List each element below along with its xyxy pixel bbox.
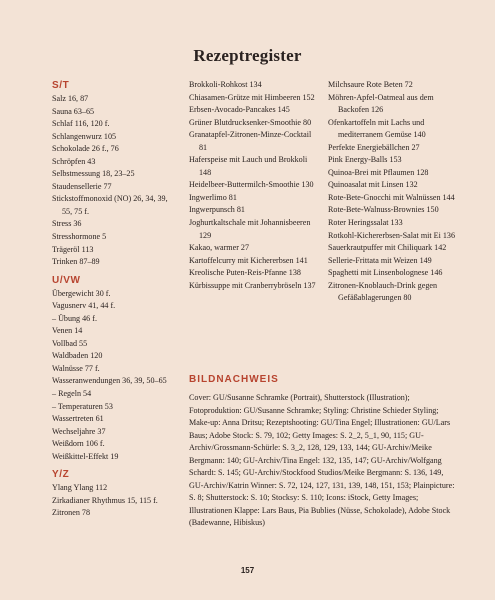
recipe-entry: Perfekte Energiebällchen 27 — [328, 142, 420, 152]
index-entry: Sauna 63–65 — [52, 106, 95, 116]
index-entry: Stickstoffmonoxid (NO) 26, 34, 39, 55, 75 f. — [52, 194, 168, 216]
recipe-column-2 — [328, 79, 458, 305]
recipe-entry: Zitronen-Knoblauch-Drink gegen Gefäßablagerungen 80 — [328, 280, 438, 303]
recipe-entry: Kreolische Puten-Reis-Pfanne 138 — [189, 268, 301, 278]
recipe-entry: Chiasamen-Grütze mit Himbeeren 152 — [189, 92, 315, 102]
index-entry: Stress 36 — [52, 219, 82, 229]
recipe-entry: Ingwerlimo 81 — [189, 192, 237, 202]
recipe-entry: Spaghetti mit Linsenbolognese 146 — [328, 268, 443, 278]
index-entry: Schröpfen 43 — [52, 156, 96, 166]
index-entry: Venen 14 — [52, 326, 83, 336]
index-entry: Vollbad 55 — [52, 338, 88, 348]
index-entry: – Übung 46 f. — [52, 313, 97, 323]
recipe-entry: Joghurtkaltschale mit Johannisbeeren 129 — [189, 218, 311, 240]
index-entry: – Regeln 54 — [52, 389, 92, 399]
index-entry: Selbstmessung 18, 23–25 — [52, 169, 135, 179]
index-entry: Wassertreten 61 — [52, 414, 104, 424]
index-entry: Trägeröl 113 — [52, 244, 94, 254]
recipe-entry: Roter Heringssalat 133 — [328, 218, 403, 228]
recipe-entry: Erbsen-Avocado-Pancakes 145 — [189, 105, 290, 115]
index-entry: Übergewicht 30 f. — [52, 288, 111, 298]
recipe-column-1 — [189, 79, 319, 292]
index-entry: Walnüsse 77 f. — [52, 363, 100, 373]
index-entry: Schlaf 116, 120 f. — [52, 119, 110, 129]
recipe-entry: Möhren-Apfel-Oatmeal aus dem Backofen 126 — [328, 92, 434, 115]
index-entry: Wechseljahre 37 — [52, 426, 106, 436]
recipe-entry: Ingwerpunsch 81 — [189, 205, 245, 215]
recipe-entry: Ofenkartoffeln mit Lachs und mediterranem Gemüse 140 — [328, 117, 426, 140]
credits-heading: BILDNACHWEIS — [189, 374, 279, 385]
recipe-entry: Brokkoli-Rohkost 134 — [189, 80, 262, 89]
recipe-entry: Grüner Blutdrucksenker-Smoothie 80 — [189, 117, 312, 127]
recipe-entry: Quinoasalat mit Linsen 132 — [328, 180, 418, 190]
recipe-entry: Rote-Bete-Walnuss-Brownies 150 — [328, 205, 439, 215]
recipe-entry: Sauerkrautpuffer mit Chiliquark 142 — [328, 243, 447, 253]
index-entry: Zirkadianer Rhythmus 15, 115 f. — [52, 495, 158, 505]
recipe-entry: Sellerie-Frittata mit Weizen 149 — [328, 255, 432, 265]
recipe-entry: Milchsaure Rote Beten 72 — [328, 80, 413, 89]
index-entry: Wasseranwendungen 36, 39, 50–65 — [52, 376, 167, 386]
recipe-entry: Rote-Bete-Gnocchi mit Walnüssen 144 — [328, 192, 455, 202]
page-title: Rezeptregister — [193, 46, 302, 65]
image-credits — [189, 361, 459, 530]
index-column-1 — [52, 79, 174, 520]
index-entry: Zitronen 78 — [52, 508, 90, 518]
section-heading: Y/Z — [52, 469, 70, 481]
index-entry: Weißkittel-Effekt 19 — [52, 451, 119, 461]
index-entry: – Temperaturen 53 — [52, 401, 113, 411]
recipe-entry: Kürbissuppe mit Cranberrybröseln 137 — [189, 280, 316, 290]
index-entry: Staudensellerie 77 — [52, 181, 112, 191]
index-entry: Schokolade 26 f., 76 — [52, 144, 119, 154]
index-entry: Weißdorn 106 f. — [52, 439, 105, 449]
recipe-entry: Kakao, warmer 27 — [189, 243, 250, 253]
index-entry: Salz 16, 87 — [52, 94, 89, 103]
recipe-entry: Heidelbeer-Buttermilch-Smoothie 130 — [189, 180, 314, 190]
index-entry: Trinken 87–89 — [52, 257, 100, 267]
index-entry: Vagusnerv 41, 44 f. — [52, 301, 116, 311]
index-entry: Schlangenwurz 105 — [52, 131, 117, 141]
recipe-entry: Pink Energy-Balls 153 — [328, 155, 402, 165]
page-number: 157 — [240, 566, 255, 575]
section-heading: U/VW — [52, 274, 81, 286]
index-entry: Ylang Ylang 112 — [52, 483, 108, 493]
index-entry: Stresshormone 5 — [52, 232, 107, 242]
recipe-entry: Haferspeise mit Lauch und Brokkoli 148 — [189, 155, 308, 177]
credits-text: Cover: GU/Susanne Schramke (Portrait), Shutterstock (Illustration); Fotoproduktion: GU/Susanne Schramke; Styling: Christine Schieder Styling; Make-up: Anna Dritsu; Rezeptshooting: GU/Tina Engel; Illustrationen: GU/Lars Baus; Adobe Stock: S. 79, 102; Getty Images: S. 2_2, 5_1, 90, 115; GU-Archiv/Grossmann-Schürle: S. 3_2, 128, 129, 133, 144; GU-Archiv/Meike Bergmann: 140; GU-Archiv/Tina Engel: 132, 135, 147; GU-Archiv/Wolfgang Schardt: S. 145; GU-Archiv/Stockfood Studios/Meike Bergmann: S. 136, 149, GU-Archiv/Katrin Winner: S. 72, 124, 127, 131, 139, 148, 151, 153; Plainpicture: S. 8; Shutterstock: S. 10; Stocksy: S. 110; Icons: iStock, Getty Images; Illustrationen Klappe: Lars Baus, Pia Bublies (Nüsse, Schokolade), Adobe Stock (Badewanne, Hibiskus) — [189, 393, 455, 528]
recipe-entry: Quinoa-Brei mit Pflaumen 128 — [328, 167, 429, 177]
recipe-entry: Rotkohl-Kichererbsen-Salat mit Ei 136 — [328, 230, 455, 240]
recipe-entry: Granatapfel-Zitronen-Minze-Cocktail 81 — [189, 130, 312, 152]
section-heading: S/T — [52, 80, 70, 91]
recipe-entry: Kartoffelcurry mit Kichererbsen 141 — [189, 255, 308, 265]
index-entry: Waldbaden 120 — [52, 351, 103, 361]
